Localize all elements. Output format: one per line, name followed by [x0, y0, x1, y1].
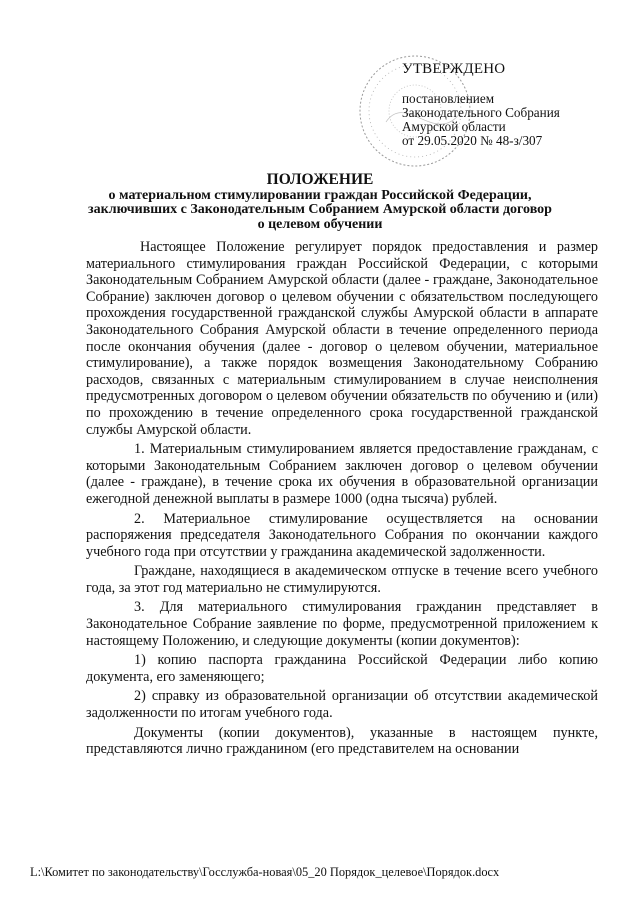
body-paragraph: Документы (копии документов), указанные в настоящем пункте, представляются лично гражданином (его представителем на основании: [86, 724, 598, 758]
title-main: ПОЛОЖЕНИЕ: [266, 171, 374, 188]
body-paragraph: 1) копию паспорта гражданина Российской Федерации либо копию документа, его заменяющего;: [86, 652, 598, 685]
approval-line: Законодательного Собрания: [402, 105, 560, 120]
body-paragraph: 1. Материальным стимулированием является предоставление гражданам, с которыми Законодательным Собранием заключен договор о целевом обучении (далее - граждане), в течение срока их обучения в образовательной организации ежегодной денежной выплаты в размере 1000 (одна тысяча) рублей.: [86, 441, 598, 507]
approval-line: от 29.05.2020 № 48-з/307: [402, 133, 543, 148]
body-paragraph: Настоящее Положение регулирует порядок предоставления и размер материального стимулирования граждан Российской Федерации, с которыми Законодательным Собранием Амурской области (далее - граждане, Законодательное Собрание) заключен договор о целевом обучении с обязательством последующего прохождения государственной гражданской службы Амурской области в аппарате Законодательного Собрания Амурской области в течение определенного периода после окончания обучения (далее - договор о целевом обучении, материальное стимулирование), а также порядок возмещения Законодательному Собранию расходов, связанных с материальным стимулированием в случае неисполнения предусмотренных договором о целевом обучении обязательств по обучению и (или) по прохождению в течение определенного срока государственной гражданской службы Амурской области.: [86, 239, 598, 438]
body-paragraph: 2. Материальное стимулирование осуществляется на основании распоряжения председателя Законодательного Собрания по окончании каждого учебного года при отсутствии у гражданина академической задолженности.: [86, 510, 598, 560]
title-line: о целевом обучении: [257, 216, 383, 232]
title-line: заключивших с Законодательным Собранием Амурской области договор: [88, 202, 552, 217]
approval-line: Амурской области: [402, 119, 506, 134]
approval-heading: УТВЕРЖДЕНО: [402, 61, 506, 77]
body-paragraph: 3. Для материального стимулирования гражданин представляет в Законодательное Собрание заявление по форме, предусмотренной приложением к настоящему Положению, и следующие документы (копии документов):: [86, 599, 598, 649]
file-path-footer: L:\Комитет по законодательству\Госслужба-новая\05_20 Порядок_целевое\Порядок.docx: [30, 865, 500, 879]
body-paragraph: 2) справку из образовательной организации об отсутствии академической задолженности по итогам учебного года.: [86, 688, 598, 722]
document-body: [86, 239, 598, 761]
document-title: [60, 173, 580, 232]
body-paragraph: Граждане, находящиеся в академическом отпуске в течение всего учебного года, за этот год материально не стимулируются.: [86, 563, 598, 596]
title-line: о материальном стимулировании граждан Российской Федерации,: [108, 187, 532, 203]
approval-block: [402, 62, 622, 148]
approval-line: постановлением: [402, 91, 495, 106]
